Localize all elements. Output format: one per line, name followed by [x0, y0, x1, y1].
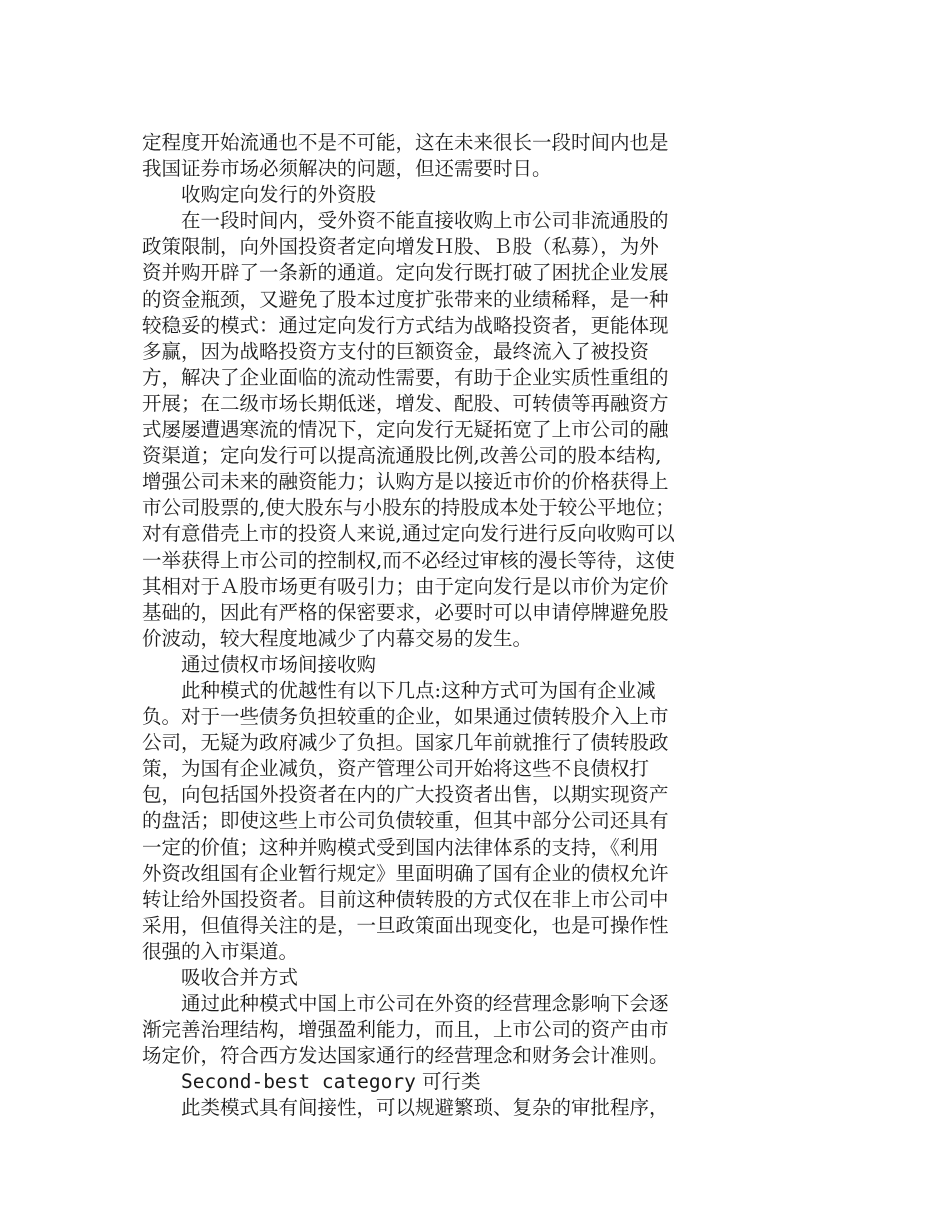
text-line: 通过此种模式中国上市公司在外资的经营理念影响下会逐	[142, 992, 669, 1016]
text-line: 对有意借壳上市的投资人来说,通过定向发行进行反向收购可以	[142, 522, 675, 546]
text-line: 在一段时间内，受外资不能直接收购上市公司非流通股的	[142, 209, 669, 233]
text-line: 此种模式的优越性有以下几点:这种方式可为国有企业减	[142, 678, 656, 702]
text-line: 采用，但值得关注的是，一旦政策面出现变化，也是可操作性	[142, 913, 669, 937]
text-line: 公司，无疑为政府减少了负担。国家几年前就推行了债转股政	[142, 731, 669, 755]
text-line: 渐完善治理结构，增强盈利能力，而且，上市公司的资产由市	[142, 1018, 669, 1042]
text-line: 式屡屡遭遇寒流的情况下，定向发行无疑拓宽了上市公司的融	[142, 418, 669, 442]
text-line: 外资改组国有企业暂行规定》里面明确了国有企业的债权允许	[142, 861, 669, 885]
section-heading-second-best	[142, 1069, 742, 1095]
text-line: 定程度开始流通也不是不可能，这在未来很长一段时间内也是	[142, 131, 669, 154]
text-line: 较稳妥的模式：通过定向发行方式结为战略投资者，更能体现	[142, 313, 669, 337]
text-line: 场定价，符合西方发达国家通行的经营理念和财务会计准则。	[142, 1044, 669, 1068]
section-heading: 通过债权市场间接收购	[142, 652, 377, 676]
text-line: 包，向包括国外投资者在内的广大投资者出售，以期实现资产	[142, 783, 669, 807]
text-line: 增强公司未来的融资能力；认购方是以接近市价的价格获得上	[142, 470, 669, 494]
section-heading: 吸收合并方式	[142, 966, 299, 989]
text-line: 方，解决了企业面临的流动性需要，有助于企业实质性重组的	[142, 365, 669, 389]
text-line: 多赢，因为战略投资方支付的巨额资金，最终流入了被投资	[142, 339, 650, 363]
heading-chinese: 可行类	[415, 1070, 481, 1094]
text-line: 一举获得上市公司的控制权,而不必经过审核的漫长等待，这使	[142, 548, 675, 572]
text-line: 开展；在二级市场长期低迷，增发、配股、可转债等再融资方	[142, 391, 669, 415]
text-line: 的盘活；即使这些上市公司负债较重，但其中部分公司还具有	[142, 809, 669, 833]
text-line: 其相对于Ａ股市场更有吸引力；由于定向发行是以市价为定价	[142, 574, 669, 598]
document-body	[142, 130, 742, 1122]
text-line: 市公司股票的,使大股东与小股东的持股成本处于较公平地位；	[142, 496, 675, 520]
section-heading: 收购定向发行的外资股	[142, 183, 377, 207]
text-line: 价波动，较大程度地减少了内幕交易的发生。	[142, 626, 533, 650]
text-line: 资渠道；定向发行可以提高流通股比例,改善公司的股本结构,	[142, 444, 662, 468]
text-line: 我国证券市场必须解决的问题，但还需要时日。	[142, 157, 552, 181]
text-line: 转让给外国投资者。目前这种债转股的方式仅在非上市公司中	[142, 887, 669, 911]
heading-indent	[142, 1070, 181, 1093]
text-line: 很强的入市渠道。	[142, 939, 299, 963]
text-line: 基础的，因此有严格的保密要求，必要时可以申请停牌避免股	[142, 600, 669, 624]
text-line: 一定的价值；这种并购模式受到国内法律体系的支持，《利用	[142, 835, 659, 859]
text-line: 策，为国有企业减负，资产管理公司开始将这些不良债权打	[142, 757, 650, 781]
text-line: 资并购开辟了一条新的通道。定向发行既打破了困扰企业发展	[142, 261, 669, 285]
text-line: 此类模式具有间接性，可以规避繁琐、复杂的审批程序，	[142, 1096, 669, 1120]
text-line: 政策限制，向外国投资者定向增发Ｈ股、Ｂ股（私募），为外	[142, 235, 659, 259]
text-line: 的资金瓶颈，又避免了股本过度扩张带来的业绩稀释，是一种	[142, 287, 669, 311]
heading-english: Second-best category	[181, 1070, 416, 1094]
text-line: 负。对于一些债务负担较重的企业，如果通过债转股介入上市	[142, 705, 669, 729]
